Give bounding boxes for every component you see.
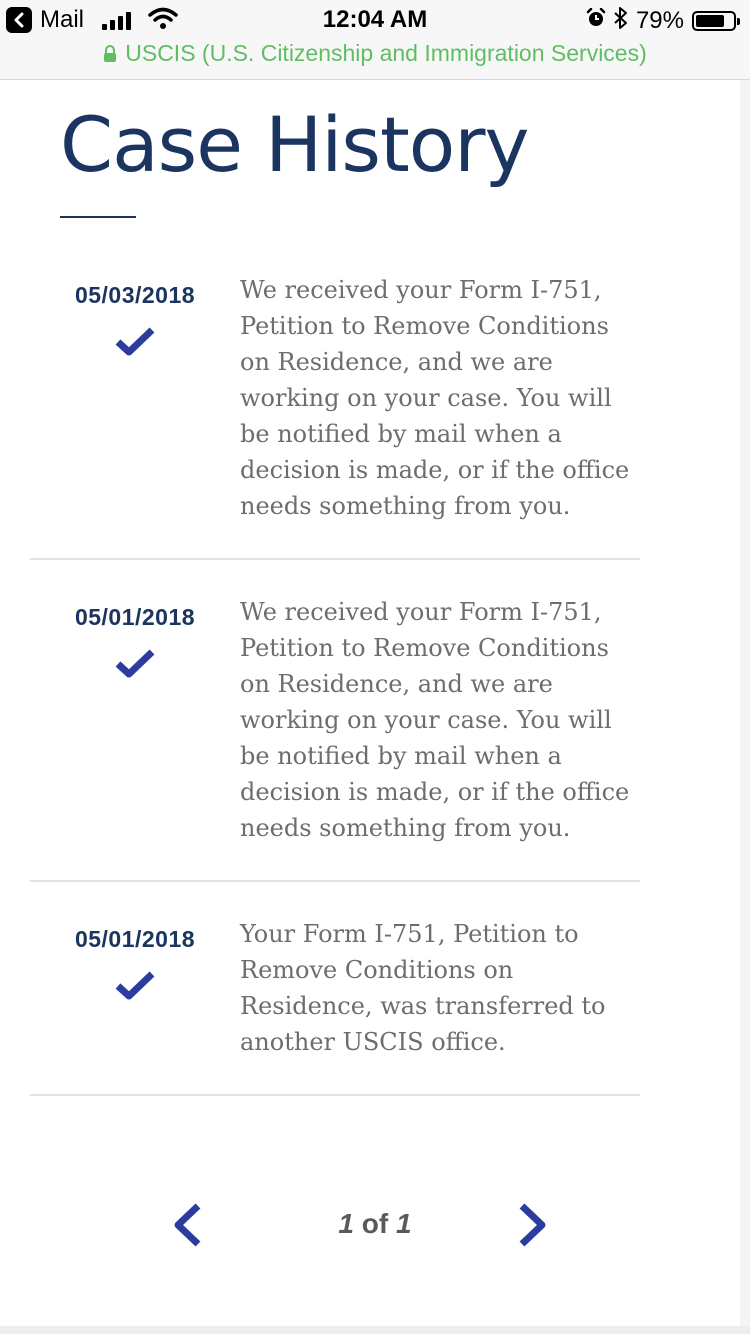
- checkmark-icon: [114, 969, 156, 1001]
- total-pages: 1: [396, 1208, 412, 1239]
- history-date: 05/03/2018: [74, 282, 196, 308]
- bluetooth-icon: [614, 6, 628, 35]
- next-page-button[interactable]: [514, 1202, 550, 1253]
- history-date: 05/01/2018: [74, 926, 196, 952]
- checkmark-icon: [114, 325, 156, 357]
- case-history-list: [30, 268, 640, 1096]
- checkmark-icon: [114, 647, 156, 679]
- history-entry: [30, 882, 640, 1096]
- history-description: We received your Form I-751, Petition to Remove Conditions on Residence, and we are working on your case. You will be notified by mail when a decision is made, or if the office needs something from you.: [240, 598, 630, 842]
- page-title: Case History: [60, 100, 529, 189]
- status-time: 12:04 AM: [322, 6, 428, 33]
- history-entry: [30, 560, 640, 882]
- title-underline: [60, 216, 136, 218]
- chevron-right-icon: [514, 1202, 550, 1248]
- lock-icon: [103, 42, 117, 69]
- battery-percent: 79%: [635, 6, 684, 34]
- back-app-label: Mail: [40, 6, 85, 33]
- pagination: [0, 1190, 750, 1260]
- history-entry: [30, 268, 640, 560]
- current-page: 1: [338, 1208, 354, 1239]
- bottom-toolbar-edge: [0, 1326, 750, 1334]
- history-date: 05/01/2018: [74, 604, 196, 630]
- history-description: We received your Form I-751, Petition to Remove Conditions on Residence, and we are working on your case. You will be notified by mail when a decision is made, or if the office needs something from you.: [240, 276, 630, 520]
- alarm-icon: [586, 8, 606, 33]
- page-of-label: of: [361, 1208, 389, 1239]
- site-name-text: USCIS (U.S. Citizenship and Immigration Services): [125, 40, 647, 66]
- secure-site-name[interactable]: [0, 40, 750, 69]
- status-bar: [0, 0, 750, 80]
- page-edge: [740, 80, 750, 1326]
- page-indicator: [0, 1208, 750, 1240]
- battery-icon: [692, 11, 736, 31]
- history-description: Your Form I-751, Petition to Remove Conditions on Residence, was transferred to another USCIS office.: [240, 920, 606, 1056]
